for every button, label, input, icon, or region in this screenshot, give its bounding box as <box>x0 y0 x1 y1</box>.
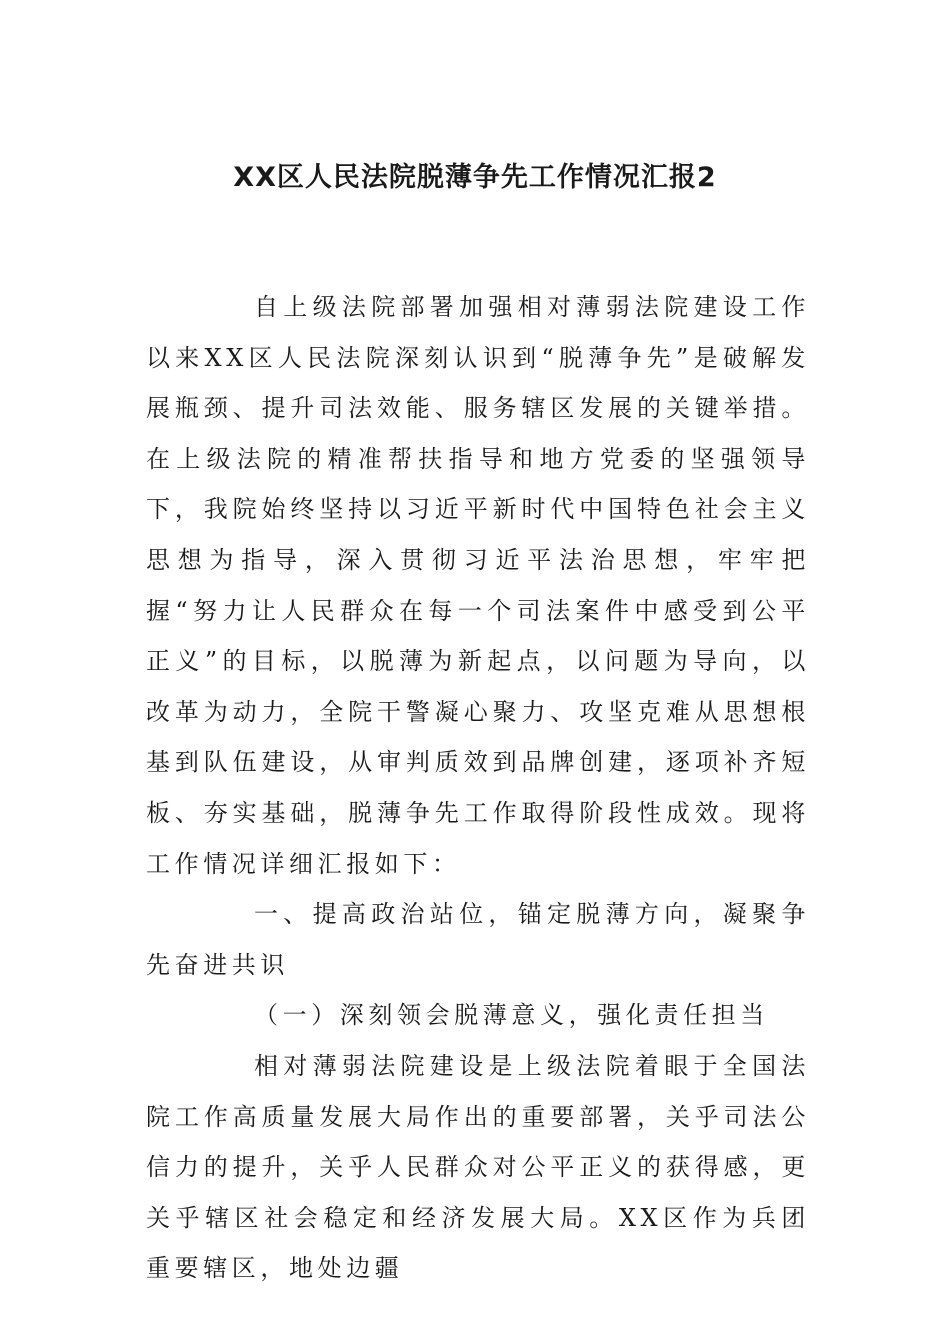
section-heading-1: 一、提高政治站位，锚定脱薄方向，凝聚争先奋进共识 <box>146 900 810 979</box>
document-title: XX区人民法院脱薄争先工作情况汇报2 <box>233 162 717 193</box>
subsection-heading-1: （一）深刻领会脱薄意义，强化责任担当 <box>254 1001 769 1030</box>
document-body <box>146 282 810 1294</box>
intro-paragraph: 自上级法院部署加强相对薄弱法院建设工作以来XX区人民法院深刻认识到“脱薄争先”是破解发展瓶颈、提升司法效能、服务辖区发展的关键举措。在上级法院的精准帮扶指导和地方党委的坚强领导下，我院始终坚持以习近平新时代中国特色社会主义思想为指导，深入贯彻习近平法治思想，牢牢把握“努力让人民群众在每一个司法案件中感受到公平正义”的目标，以脱薄为新起点，以问题为导向，以改革为动力，全院干警凝心聚力、攻坚克难从思想根基到队伍建设，从审判质效到品牌创建，逐项补齐短板、夯实基础，脱薄争先工作取得阶段性成效。现将工作情况详细汇报如下： <box>146 293 810 878</box>
body-paragraph: 相对薄弱法院建设是上级法院着眼于全国法院工作高质量发展大局作出的重要部署，关乎司法公信力的提升，关乎人民群众对公平正义的获得感，更关乎辖区社会稳定和经济发展大局。XX区作为兵团重要辖区，地处边疆 <box>146 1051 810 1283</box>
